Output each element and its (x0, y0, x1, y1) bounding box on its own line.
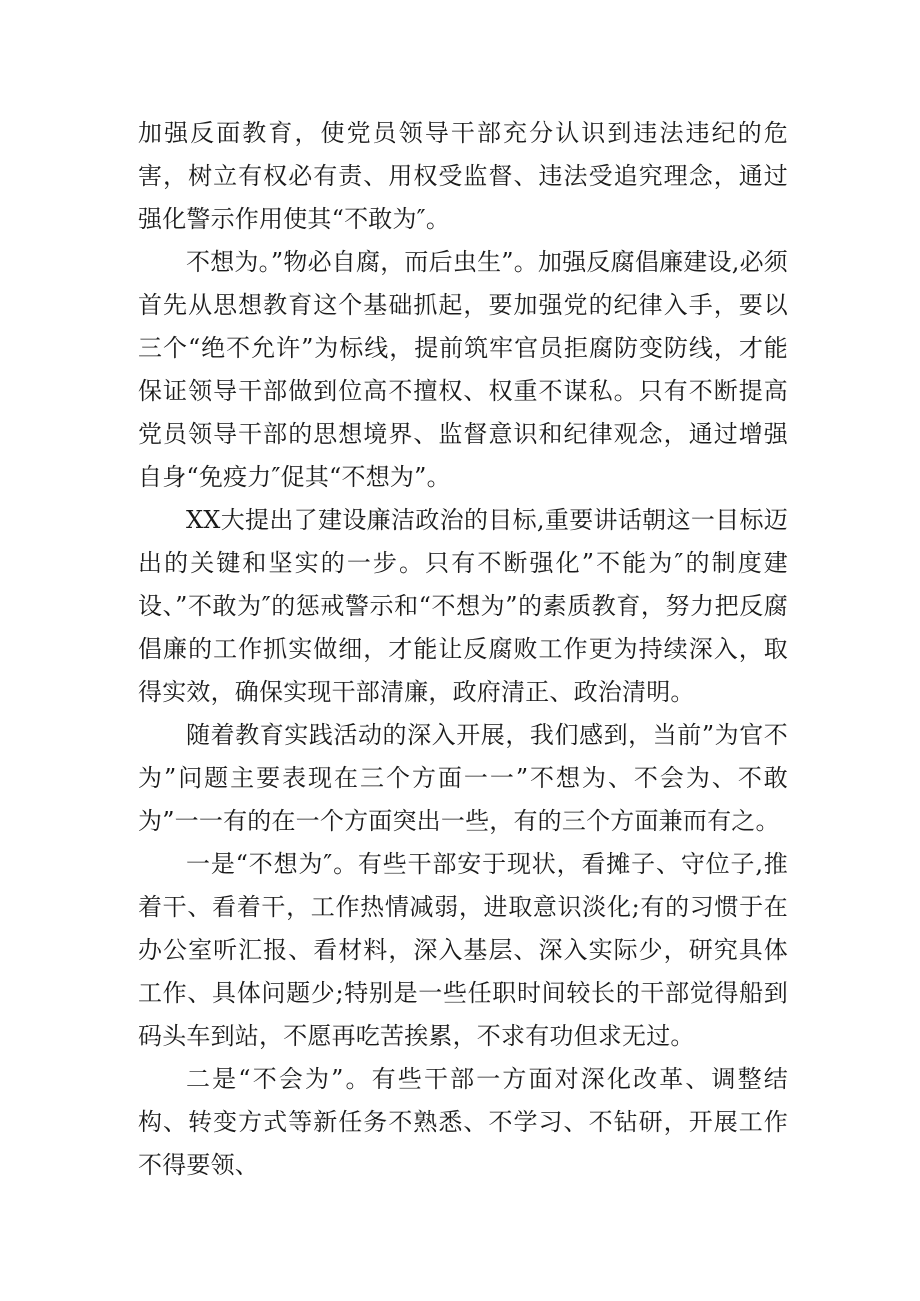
paragraph-1: 加强反面教育，使党员领导干部充分认识到违法违纪的危害，树立有权必有责、用权受监督、违法受追究理念，通过强化警示作用使其“不敢为″。 (138, 119, 788, 233)
paragraph-3: XX大提出了建设廉洁政治的目标,重要讲话朝这一目标迈出的关键和坚实的一步。只有不断强化”不能为″的制度建设、”不敢为″的惩戒警示和“不想为”的素质教育，努力把反腐倡廉的工作抓实做细，才能让反腐败工作更为持续深入，取得实效，确保实现干部清廉，政府清正、政治清明。 (138, 506, 788, 706)
paragraph-5: 一是“不想为″。有些干部安于现状，看摊子、守位子,推着干、看着干，工作热情减弱，进取意识淡化;有的习惯于在办公室听汇报、看材料，深入基层、深入实际少，研究具体工作、具体问题少;特别是一些任职时间较长的干部觉得船到码头车到站，不愿再吃苦挨累，不求有功但求无过。 (138, 850, 788, 1050)
paragraph-6: 二是“不会为”。有些干部一方面对深化改革、调整结构、转变方式等新任务不熟悉、不学习、不钻研，开展工作不得要领、 (138, 1065, 788, 1179)
document-body (138, 112, 788, 1187)
paragraph-4: 随着教育实践活动的深入开展，我们感到，当前”为官不为”问题主要表现在三个方面一一”不想为、不会为、不敢为”一一有的在一个方面突出一些，有的三个方面兼而有之。 (138, 721, 788, 835)
paragraph-2: 不想为。”物必自腐，而后虫生”。加强反腐倡廉建设,必须首先从思想教育这个基础抓起，要加强党的纪律入手，要以三个“绝不允许”为标线，提前筑牢官员拒腐防变防线，才能保证领导干部做到位高不擅权、权重不谋私。只有不断提高党员领导干部的思想境界、监督意识和纪律观念，通过增强自身“免疫力″促其“不想为”。 (138, 248, 788, 491)
